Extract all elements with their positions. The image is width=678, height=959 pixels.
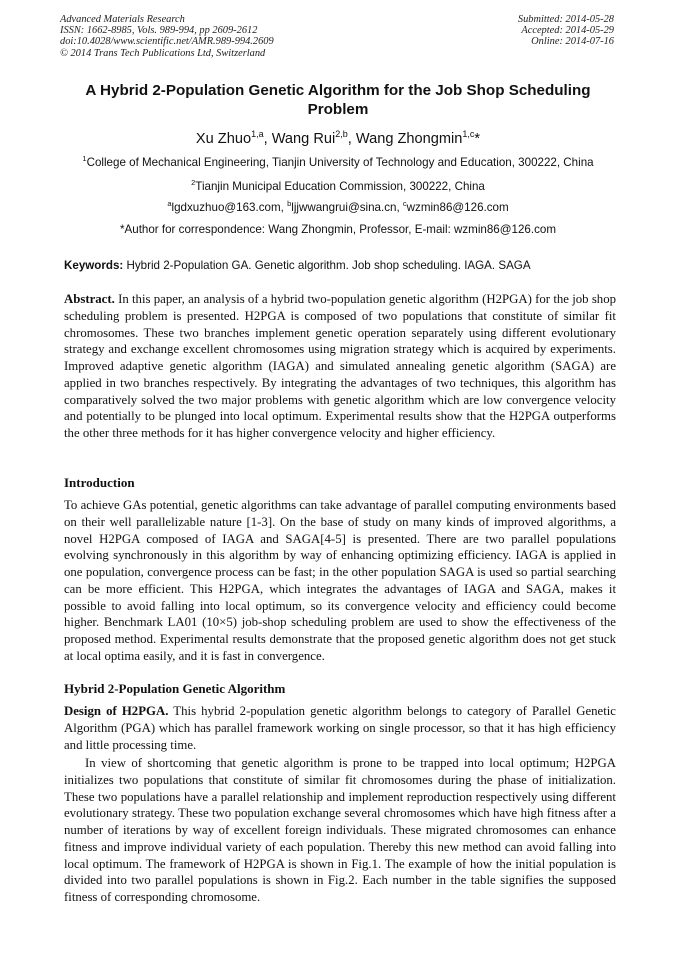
section-heading-introduction: Introduction (64, 475, 135, 490)
author-emails (40, 201, 636, 215)
author-name: Wang Zhongmin (355, 131, 463, 147)
keywords (64, 259, 616, 273)
design-text: This hybrid 2-population genetic algorithm belongs to category of Parallel Genetic Algorithm (PGA) which has parallel framework working on single processor, so that it has high efficiency and little processing time. (64, 704, 616, 752)
email-c: wzmin86@126.com (406, 201, 509, 214)
section-heading-hybrid: Hybrid 2-Population Genetic Algorithm (64, 681, 286, 696)
keywords-label: Keywords: (64, 259, 124, 272)
author-affiliation-mark: 1,c (462, 129, 475, 140)
author-separator: , (347, 131, 356, 147)
affiliation-text: Tianjin Municipal Education Commission, 300222, China (195, 180, 485, 193)
author-separator: , (263, 131, 272, 147)
correspondence-note: *Author for correspondence: Wang Zhongmin, Professor, E-mail: wzmin86@126.com (120, 223, 556, 236)
design-label: Design of H2PGA. (64, 704, 169, 718)
affiliation-mark: 2 (191, 178, 196, 188)
journal-header-right (518, 14, 614, 48)
journal-doi: doi:10.4028/www.scientific.net/AMR.989-994.2609 (60, 36, 274, 48)
author-list (60, 130, 616, 148)
paper-title: A Hybrid 2-Population Genetic Algorithm for the Job Shop Scheduling Problem (85, 82, 591, 118)
design-paragraph (64, 703, 616, 753)
view-paragraph: In view of shortcoming that genetic algorithm is prone to be trapped into local optimum; H2PGA initializes two populations that constitute of similar fit chromosomes during the phase of initialization. These two populations have a parallel relationship and implement reproduction respectively using different evolutionary strategy. These two population exchange several chromosomes which have high fitness after a number of iterations by way of excellent foreign individuals. These migrated chromosomes can enhance fitness and improve individual variety of each population. Thereby this new method can avoid falling into local optimum. The framework of H2PGA is shown in Fig.1. The example of how the initial population is divided into two parallel populations is shown in Fig.2. Each number in the table signifies the supposed fitness of corresponding chromosome. (64, 756, 616, 904)
author-name: Wang Rui (271, 131, 336, 147)
keywords-text: Hybrid 2-Population GA. Genetic algorithm. Job shop scheduling. IAGA. SAGA (123, 259, 531, 272)
email-b: ljjwwangrui@sina.cn, (291, 201, 403, 214)
online-date: Online: 2014-07-16 (531, 36, 614, 48)
accepted-date: Accepted: 2014-05-29 (521, 25, 614, 37)
email-mark: b (287, 199, 292, 209)
submitted-date: Submitted: 2014-05-28 (517, 14, 614, 25)
abstract (64, 291, 616, 442)
journal-name: Advanced Materials Research (60, 14, 185, 25)
abstract-text: In this paper, an analysis of a hybrid two-population genetic algorithm (H2PGA) for the job shop scheduling problem is presented. H2PGA is composed of two populations that constitute of similar fit chromosomes. These two branches implement genetic operation separately using different evolutionary strategy and exchange excellent chromosomes using migration strategy which is acquired by experiments. Improved adaptive genetic algorithm (IAGA) and simulated annealing genetic algorithm (SAGA) are applied in two branches respectively. By integrating the advantages of two techniques, this algorithm has comparatively solved the two major problems with genetic algorithm which are low convergence velocity and potentially to be plunged into local optimum. Experimental results show that the H2PGA outperforms the other three methods for it has higher convergence velocity and higher efficiency. (64, 292, 616, 440)
email-a: lgdxuzhuo@163.com, (171, 201, 288, 214)
affiliation-mark: 1 (82, 154, 87, 164)
corresponding-mark: * (474, 131, 481, 147)
affiliation-text: College of Mechanical Engineering, Tianjin University of Technology and Education, 300222, China (86, 156, 594, 169)
author-name: Xu Zhuo (195, 131, 252, 147)
abstract-label: Abstract. (64, 292, 115, 306)
journal-copyright: © 2014 Trans Tech Publications Ltd, Switzerland (60, 47, 266, 59)
introduction-paragraph: To achieve GAs potential, genetic algorithms can take advantage of parallel computing environments based on their well parallelizable nature [1-3]. On the base of study on many kinds of improved algorithms, a novel H2PGA composed of IAGA and SAGA[4-5] is presented. There are two parallel populations evolving synchronously in this algorithm by way of enhancing optimizing efficiency. IAGA is applied in one population, convergence process can be fast; in the other population SAGA is used so partial searching can be more efficient. This H2PGA, which integrates the advantages of IAGA and SAGA, makes it possible to avoid falling into local optimum, so its convergence velocity and efficiency could become higher. Benchmark LA01 (10×5) job-shop scheduling problem are used to show the effectiveness of the proposed method. Experimental results demonstrate that the proposed genetic algorithm does not get stuck at local optima easily, and it is fast in convergence. (64, 498, 616, 663)
journal-header-left (60, 14, 274, 59)
author-affiliation-mark: 1,a (251, 129, 264, 140)
email-mark: a (167, 199, 172, 209)
author-affiliation-mark: 2,b (335, 129, 348, 140)
affiliation-2 (40, 180, 636, 194)
email-mark: c (402, 199, 407, 209)
affiliation-1 (40, 156, 636, 170)
journal-issn: ISSN: 1662-8985, Vols. 989-994, pp 2609-2612 (60, 25, 258, 37)
